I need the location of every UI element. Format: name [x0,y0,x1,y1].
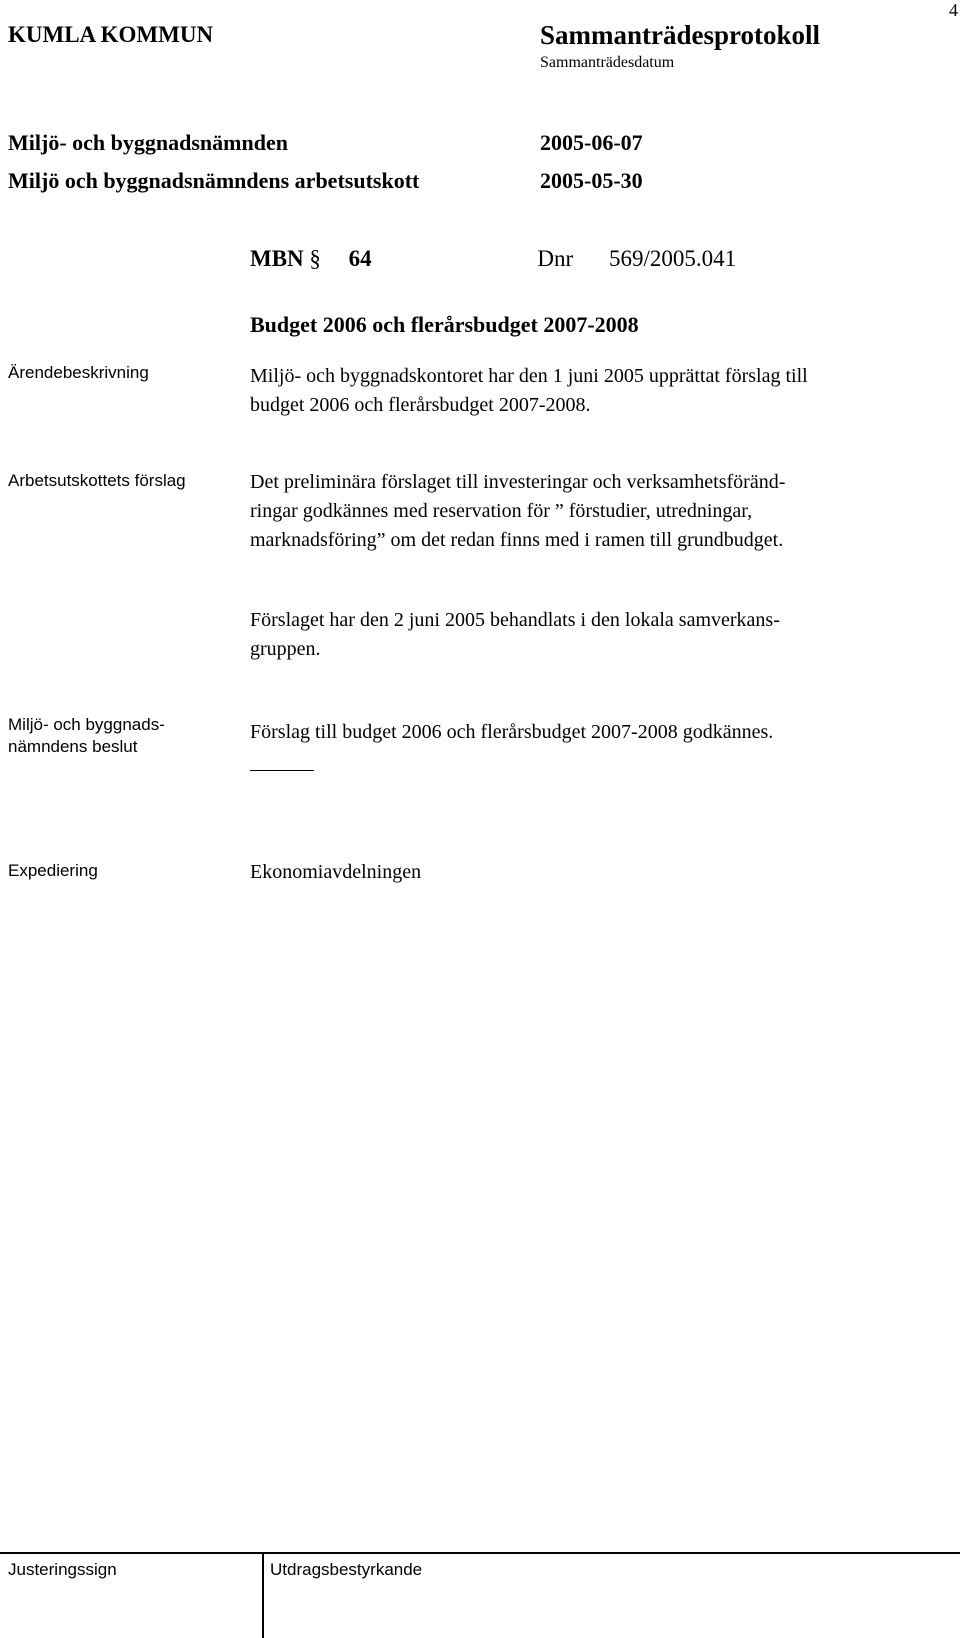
dnr-label: Dnr [537,246,574,271]
committee-date: 2005-05-30 [540,168,643,193]
proposal-line: marknadsföring” om det redan finns med i ramen till grundbudget. [250,529,784,551]
signature-label: Justeringssign [8,1560,117,1579]
followup-line: gruppen. [250,638,321,660]
proposal-line: Det preliminära förslaget till investeringar och verksamhetsföränd- [250,471,786,493]
board-name: Miljö- och byggnadsnämnden [8,130,288,155]
description-label: Ärendebeskrivning [8,363,149,382]
decision-label [8,714,208,758]
meeting-date-label: Sammanträdesdatum [540,54,675,71]
decision-text: Förslag till budget 2006 och flerårsbudget 2007-2008 godkännes. [250,721,774,743]
certification-label: Utdragsbestyrkande [270,1560,423,1579]
municipality-name: KUMLA KOMMUN [8,22,214,47]
case-title: Budget 2006 och flerårsbudget 2007-2008 [250,312,639,337]
footer-divider-line [0,1552,960,1554]
document-type: Sammanträdesprotokoll [540,20,821,50]
dispatch-recipient: Ekonomiavdelningen [250,861,422,883]
decision-label-line: nämndens beslut [8,737,138,756]
page-number: 4 [949,0,958,20]
decision-label-line: Miljö- och byggnads- [8,715,165,734]
committee-proposal-label: Arbetsutskottets förslag [8,471,186,490]
decision-rule [250,770,314,771]
proposal-line: ringar godkännes med reservation för ” förstudier, utredningar, [250,500,753,522]
description-line: Miljö- och byggnadskontoret har den 1 juni 2005 upprättat förslag till [250,365,808,387]
committee-name: Miljö och byggnadsnämndens arbetsutskott [8,168,420,193]
followup-line: Förslaget har den 2 juni 2005 behandlats i den lokala samverkans- [250,609,780,631]
section-sign: § [309,246,321,271]
section-number: 64 [348,246,372,271]
committee-proposal-text [250,468,940,555]
proposal-followup-text [250,606,940,664]
dnr-value: 569/2005.041 [608,246,737,271]
footer-column-divider [262,1553,264,1638]
description-text [250,362,940,420]
description-line: budget 2006 och flerårsbudget 2007-2008. [250,394,591,416]
board-date: 2005-06-07 [540,130,643,155]
case-reference [250,246,736,272]
dispatch-label: Expediering [8,861,98,880]
reference-prefix: MBN [250,246,304,271]
